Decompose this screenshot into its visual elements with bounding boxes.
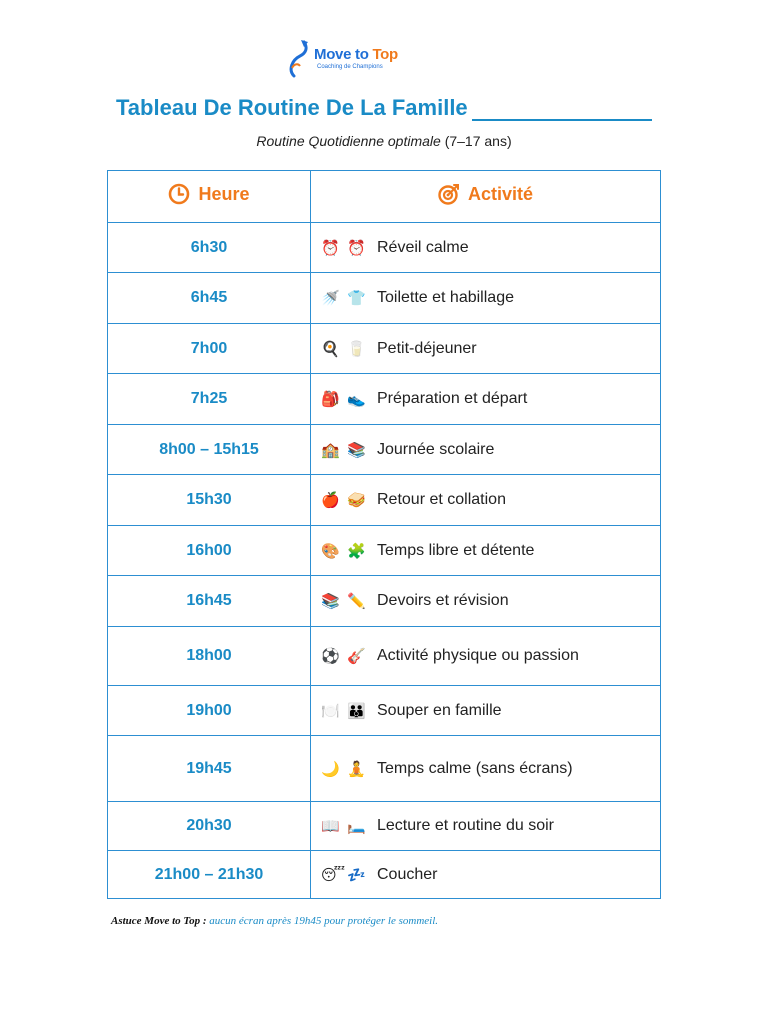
table-row xyxy=(108,273,661,324)
family-name-blank xyxy=(472,99,652,121)
apple-icon: 🍎 xyxy=(321,491,340,509)
time-cell: 6h30 xyxy=(108,223,311,273)
time-cell: 20h30 xyxy=(108,802,311,851)
table-row xyxy=(108,223,661,273)
puzzle-piece-icon: 🧩 xyxy=(347,541,366,560)
time-cell: 18h00 xyxy=(108,627,311,686)
bed-icon: 🛏️ xyxy=(347,817,366,835)
glass-of-milk-icon: 🥛 xyxy=(347,339,366,358)
brand-name: Move to Top xyxy=(314,46,398,63)
activity-label: Retour et collation xyxy=(377,491,506,508)
activity-cell xyxy=(311,526,661,576)
activity-cell xyxy=(311,475,661,526)
books-icon: 📚 xyxy=(347,440,366,459)
frying-pan-icon: 🍳 xyxy=(321,339,340,358)
time-cell: 21h00 – 21h30 xyxy=(108,851,311,899)
time-cell: 19h45 xyxy=(108,736,311,802)
sandwich-icon: 🥪 xyxy=(347,491,366,509)
books-icon: 📚 xyxy=(321,592,340,610)
target-icon xyxy=(438,183,460,205)
brand-tagline: Coaching de Champions xyxy=(317,64,383,70)
activity-label: Activité physique ou passion xyxy=(377,647,579,664)
table-row xyxy=(108,686,661,736)
activity-cell xyxy=(311,851,661,899)
time-cell: 15h30 xyxy=(108,475,311,526)
table-row xyxy=(108,627,661,686)
activity-label: Temps libre et détente xyxy=(377,541,535,559)
activity-cell xyxy=(311,324,661,374)
crescent-moon-icon: 🌙 xyxy=(321,759,340,778)
activity-cell xyxy=(311,627,661,686)
time-cell: 16h45 xyxy=(108,576,311,627)
activity-label: Lecture et routine du soir xyxy=(377,817,554,834)
activity-label: Préparation et départ xyxy=(377,390,528,407)
t-shirt-icon: 👕 xyxy=(347,289,366,307)
activity-cell xyxy=(311,273,661,324)
time-cell: 7h00 xyxy=(108,324,311,374)
pen-swirl-icon xyxy=(286,38,312,78)
activity-cell xyxy=(311,736,661,802)
plate-icon: 🍽️ xyxy=(321,701,340,720)
table-row xyxy=(108,851,661,899)
routine-table xyxy=(107,170,661,899)
time-cell: 16h00 xyxy=(108,526,311,576)
activity-label: Souper en famille xyxy=(377,701,502,719)
time-cell: 6h45 xyxy=(108,273,311,324)
activity-label: Temps calme (sans écrans) xyxy=(377,759,573,777)
activity-cell xyxy=(311,576,661,627)
pencil-icon: ✏️ xyxy=(347,592,366,610)
activity-label: Petit-déjeuner xyxy=(377,339,477,357)
activity-label: Toilette et habillage xyxy=(377,289,514,306)
meditation-icon: 🧘 xyxy=(347,759,366,778)
table-row xyxy=(108,576,661,627)
activity-cell xyxy=(311,686,661,736)
tip-note: Astuce Move to Top : aucun écran après 19h45 pour protéger le sommeil. xyxy=(111,915,439,927)
table-row xyxy=(108,526,661,576)
school-icon: 🏫 xyxy=(321,440,340,459)
time-cell: 19h00 xyxy=(108,686,311,736)
activity-label: Réveil calme xyxy=(377,238,469,256)
activity-label: Devoirs et révision xyxy=(377,592,509,609)
palette-icon: 🎨 xyxy=(321,541,340,560)
alarm-clock-icon: ⏰ xyxy=(321,238,340,257)
table-row xyxy=(108,425,661,475)
column-header-heure: Heure xyxy=(108,171,311,223)
table-row xyxy=(108,736,661,802)
zzz-icon: 💤 xyxy=(347,865,366,884)
family-icon: 👪 xyxy=(347,701,366,720)
table-row xyxy=(108,324,661,374)
page-subtitle: Routine Quotidienne optimale (7–17 ans) xyxy=(256,133,512,149)
activity-cell xyxy=(311,223,661,273)
shower-icon: 🚿 xyxy=(321,289,340,307)
backpack-icon: 🎒 xyxy=(321,390,340,408)
table-row xyxy=(108,802,661,851)
guitar-icon: 🎸 xyxy=(347,647,366,665)
column-header-activite: Activité xyxy=(311,171,661,223)
table-row xyxy=(108,374,661,425)
clock-icon xyxy=(168,183,190,205)
activity-cell xyxy=(311,802,661,851)
activity-label: Journée scolaire xyxy=(377,440,495,458)
activity-cell xyxy=(311,374,661,425)
activity-label: Coucher xyxy=(377,865,438,883)
sleeping-face-icon: 😴 xyxy=(321,865,346,884)
time-cell: 8h00 – 15h15 xyxy=(108,425,311,475)
activity-cell xyxy=(311,425,661,475)
table-row xyxy=(108,475,661,526)
time-cell: 7h25 xyxy=(108,374,311,425)
move-to-top-logo xyxy=(286,38,406,78)
sneaker-icon: 👟 xyxy=(347,390,366,408)
open-book-icon: 📖 xyxy=(321,817,340,835)
alarm-clock-icon: ⏰ xyxy=(347,238,366,257)
soccer-ball-icon: ⚽ xyxy=(321,647,340,665)
page-title: Tableau De Routine De La Famille xyxy=(116,95,652,121)
table-header-row xyxy=(108,171,661,223)
